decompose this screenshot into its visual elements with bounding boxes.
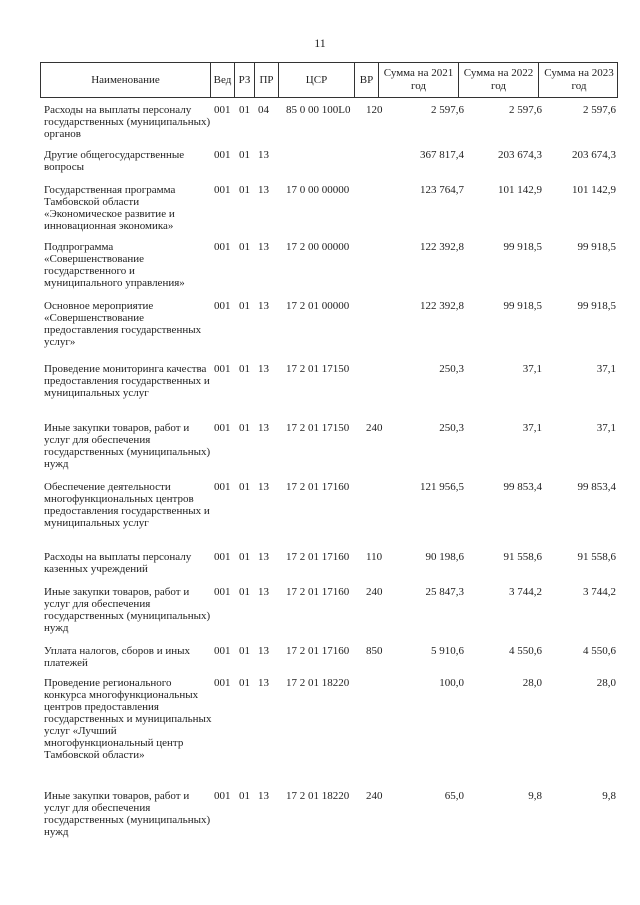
row-ved: 001 [214,422,231,434]
row-vr: 240 [366,790,383,802]
row-pr: 13 [258,677,269,689]
row-name: Проведение регионального конкурса многофункциональных центров предоставления государственных и муниципальных услуг «Лучший многофункциональный центр Тамбовской области» [44,677,212,761]
row-csr: 17 2 01 00000 [286,300,350,312]
row-ved: 001 [214,551,231,563]
row-vr: 110 [366,551,383,563]
row-sum-2021: 122 392,8 [420,241,464,253]
row-sum-2022: 3 744,2 [509,586,542,598]
row-sum-2021: 90 198,6 [425,551,464,563]
row-sum-2021: 100,0 [439,677,464,689]
row-sum-2021: 5 910,6 [431,645,464,657]
row-rz: 01 [239,551,250,563]
row-rz: 01 [239,422,250,434]
row-name: Проведение мониторинга качества предоставления государственных и муниципальных услуг [44,363,210,399]
row-ved: 001 [214,149,231,161]
row-ved: 001 [214,645,231,657]
row-vr: 850 [366,645,383,657]
row-ved: 001 [214,677,231,689]
row-pr: 13 [258,149,269,161]
row-csr: 17 0 00 00000 [286,184,350,196]
row-sum-2022: 37,1 [522,363,542,375]
row-ved: 001 [214,184,231,196]
row-csr: 17 2 00 00000 [286,241,350,253]
header-pr: ПР [255,63,279,97]
row-sum-2021: 250,3 [439,422,464,434]
row-name: Иные закупки товаров, работ и услуг для обеспечения государственных (муниципальных) нужд [44,790,211,838]
row-pr: 13 [258,422,269,434]
row-rz: 01 [239,363,250,375]
row-sum-2023: 203 674,3 [572,149,616,161]
row-csr: 17 2 01 17150 [286,363,350,375]
row-sum-2022: 9,8 [528,790,542,802]
header-sum-2022: Сумма на 2022 год [459,63,539,97]
row-name: Иные закупки товаров, работ и услуг для обеспечения государственных (муниципальных) нужд [44,422,211,470]
row-sum-2022: 91 558,6 [503,551,542,563]
row-pr: 13 [258,645,269,657]
row-sum-2023: 91 558,6 [577,551,616,563]
header-ved: Вед [211,63,235,97]
row-sum-2021: 121 956,5 [420,481,464,493]
header-sum-2021: Сумма на 2021 год [379,63,459,97]
row-sum-2022: 203 674,3 [498,149,542,161]
row-csr: 17 2 01 17160 [286,645,350,657]
row-csr: 17 2 01 18220 [286,790,350,802]
row-rz: 01 [239,300,250,312]
row-sum-2021: 122 392,8 [420,300,464,312]
header-sum-2023: Сумма на 2023 год [544,67,614,92]
row-pr: 13 [258,300,269,312]
row-rz: 01 [239,645,250,657]
row-sum-2023: 28,0 [596,677,616,689]
row-ved: 001 [214,363,231,375]
row-sum-2023: 2 597,6 [583,104,616,116]
table-header [40,62,618,98]
row-sum-2023: 99 853,4 [577,481,616,493]
row-vr: 240 [366,586,383,598]
row-name: Расходы на выплаты персоналу казенных учреждений [44,551,192,575]
header-csr: ЦСР [279,63,355,97]
row-pr: 13 [258,481,269,493]
header-rz: РЗ [235,63,255,97]
row-name: Другие общегосударственные вопросы [44,149,185,173]
row-vr: 240 [366,422,383,434]
row-sum-2022: 99 918,5 [503,300,542,312]
row-rz: 01 [239,184,250,196]
row-sum-2021: 2 597,6 [431,104,464,116]
row-name: Обеспечение деятельности многофункциональных центров предоставления государственных и муниципальных услуг [44,481,210,529]
row-sum-2021: 65,0 [444,790,464,802]
row-pr: 04 [258,104,269,116]
row-sum-2021: 250,3 [439,363,464,375]
row-ved: 001 [214,790,231,802]
row-name: Подпрограмма «Совершенствование государственного и муниципального управления» [44,241,185,289]
row-sum-2023: 101 142,9 [572,184,616,196]
header-name: Наименование [41,63,211,97]
row-rz: 01 [239,790,250,802]
row-csr: 85 0 00 100L0 [286,104,351,116]
row-ved: 001 [214,300,231,312]
row-sum-2023: 37,1 [596,422,616,434]
row-sum-2021: 367 817,4 [420,149,464,161]
row-sum-2023: 3 744,2 [583,586,616,598]
row-rz: 01 [239,586,250,598]
row-csr: 17 2 01 17150 [286,422,350,434]
row-sum-2021: 123 764,7 [420,184,464,196]
row-name: Расходы на выплаты персоналу государственных (муниципальных) органов [44,104,211,140]
row-pr: 13 [258,790,269,802]
row-ved: 001 [214,481,231,493]
row-sum-2022: 4 550,6 [509,645,542,657]
row-sum-2022: 2 597,6 [509,104,542,116]
row-pr: 13 [258,363,269,375]
row-sum-2023: 4 550,6 [583,645,616,657]
header-vr: ВР [355,63,379,97]
row-sum-2022: 99 853,4 [503,481,542,493]
row-rz: 01 [239,104,250,116]
row-name: Иные закупки товаров, работ и услуг для обеспечения государственных (муниципальных) нужд [44,586,211,634]
row-sum-2022: 37,1 [522,422,542,434]
row-csr: 17 2 01 18220 [286,677,350,689]
row-csr: 17 2 01 17160 [286,551,350,563]
row-ved: 001 [214,241,231,253]
row-csr: 17 2 01 17160 [286,481,350,493]
row-name: Основное мероприятие «Совершенствование предоставления государственных услуг» [44,300,202,348]
row-rz: 01 [239,481,250,493]
page-number: 11 [314,36,326,50]
row-name: Уплата налогов, сборов и иных платежей [44,645,191,669]
row-sum-2023: 99 918,5 [577,300,616,312]
row-sum-2022: 28,0 [522,677,542,689]
row-rz: 01 [239,241,250,253]
row-pr: 13 [258,241,269,253]
row-sum-2023: 9,8 [602,790,616,802]
row-vr: 120 [366,104,383,116]
row-sum-2023: 37,1 [596,363,616,375]
row-ved: 001 [214,586,231,598]
row-sum-2022: 99 918,5 [503,241,542,253]
row-csr: 17 2 01 17160 [286,586,350,598]
row-sum-2021: 25 847,3 [425,586,464,598]
row-sum-2022: 101 142,9 [498,184,542,196]
row-pr: 13 [258,586,269,598]
row-sum-2023: 99 918,5 [577,241,616,253]
row-ved: 001 [214,104,231,116]
row-pr: 13 [258,184,269,196]
row-rz: 01 [239,149,250,161]
row-name: Государственная программа Тамбовской области «Экономическое развитие и инновационная экономика» [44,184,176,232]
row-pr: 13 [258,551,269,563]
row-rz: 01 [239,677,250,689]
